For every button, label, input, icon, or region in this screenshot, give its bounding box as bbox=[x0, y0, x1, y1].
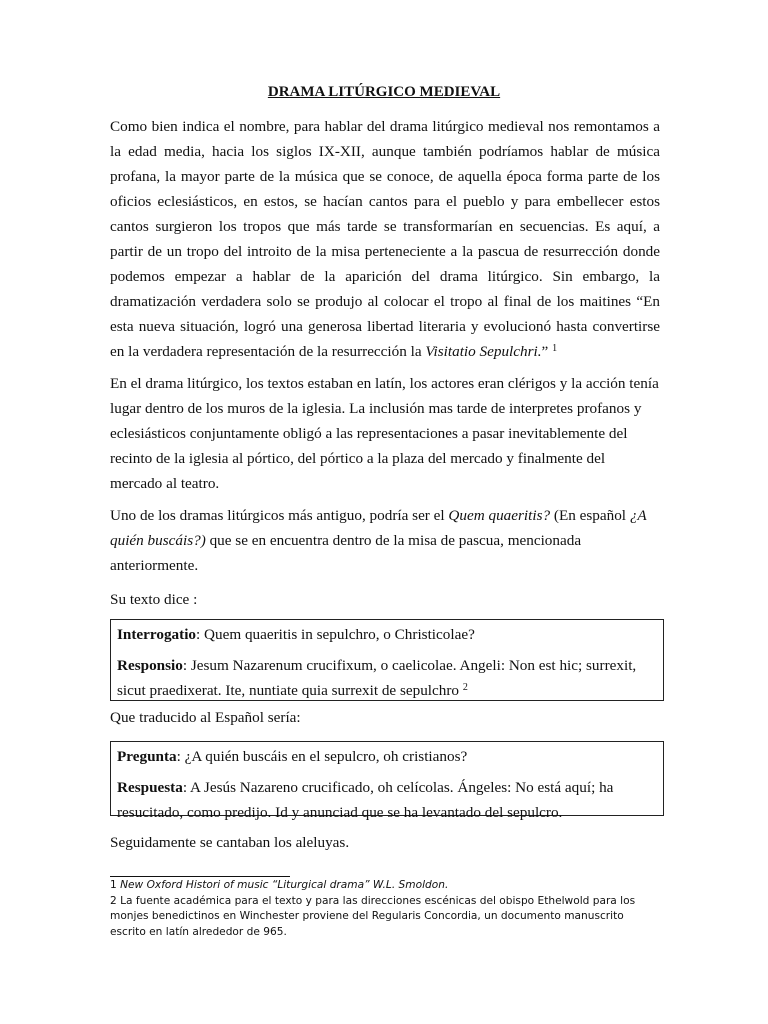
respuesta-line bbox=[117, 775, 663, 825]
responsio-label: Responsio bbox=[117, 657, 183, 674]
paragraph-quem-quaeritis bbox=[110, 503, 660, 578]
paragraph-su-texto: Su texto dice : bbox=[110, 591, 198, 608]
quote-close: ” bbox=[541, 343, 549, 360]
interrogatio-text: : Quem quaeritis in sepulchro, o Christicolae? bbox=[196, 626, 475, 643]
paragraph-intro bbox=[110, 114, 660, 364]
a-quien-buscais-italic: ¿A quién buscáis?) bbox=[110, 507, 647, 549]
paragraph-quem-before: Uno de los dramas litúrgicos más antiguo, podría ser el bbox=[110, 507, 449, 524]
interrogatio-label: Interrogatio bbox=[117, 626, 197, 643]
paragraph-latin-drama: En el drama litúrgico, los textos estaban en latín, los actores eran clérigos y la acción tenía lugar dentro de los muros de la iglesia. La inclusión mas tarde de interpretes profanos y eclesiásticos conjuntamente obligó a las representaciones a pasar inevitablemente del recinto de la iglesia al pórtico, del pórtico a la plaza del mercado y finalmente del mercado al teatro. bbox=[110, 375, 659, 492]
document-title: DRAMA LITÚRGICO MEDIEVAL bbox=[267, 84, 501, 100]
footnote-2: 2 La fuente académica para el texto y para las direcciones escénicas del obispo Ethelwold para los monjes benedictinos en Winchester proviene del Regularis Concordia, un documento manuscrito escrito en latín alrededor de 965. bbox=[110, 894, 636, 938]
pregunta-text: : ¿A quién buscáis en el sepulcro, oh cristianos? bbox=[176, 748, 468, 765]
footnote-1 bbox=[110, 878, 658, 894]
footnote-1-text: New Oxford Histori of music “Liturgical drama” W.L. Smoldon. bbox=[120, 879, 449, 891]
pregunta-label: Pregunta bbox=[117, 748, 177, 765]
pregunta-line bbox=[117, 744, 663, 769]
visitatio-sepulchri-italic: Visitatio Sepulchri. bbox=[425, 343, 542, 360]
respuesta-label: Respuesta bbox=[117, 779, 183, 796]
responsio-line bbox=[117, 653, 663, 703]
paragraph-quem-middle: (En español bbox=[550, 507, 630, 524]
interrogatio-line bbox=[117, 622, 663, 647]
footnote-ref-1: 1 bbox=[552, 343, 558, 354]
responsio-text: : Jesum Nazarenum crucifixum, o caelicolae. Angeli: Non est hic; surrexit, sicut praedixerat. Ite, nuntiate quia surrexit de sepulchro bbox=[117, 657, 637, 699]
paragraph-aleluyas: Seguidamente se cantaban los aleluyas. bbox=[110, 834, 350, 851]
quem-quaeritis-italic: Quem quaeritis? bbox=[448, 507, 551, 524]
footnote-ref-2: 2 bbox=[462, 682, 468, 693]
footnote-1-number: 1 bbox=[110, 879, 121, 891]
paragraph-translation-intro: Que traducido al Español sería: bbox=[110, 709, 301, 726]
paragraph-intro-text: Como bien indica el nombre, para hablar del drama litúrgico medieval nos remontamos a la edad media, hacia los siglos IX-XII, aunque también podríamos hablar de música profana, la mayor parte de la música que se conoce, de aquella época forma parte de los oficios eclesiásticos, en estos, se hacían cantos para el pueblo y para embellecer estos cantos surgieron los tropos que más tarde se transformarían en secuencias. Es aquí, a partir de un tropo del introito de la misa perteneciente a la pascua de resurrección donde podemos empezar a hablar de la aparición del drama litúrgico. Sin embargo, la dramatización verdadera solo se produjo al colocar el tropo al final de los maitines “En esta nueva situación, logró una generosa libertad literaria y evolucionó hasta convertirse en la verdadera representación de la resurrección la bbox=[110, 118, 660, 360]
spanish-dialogue-box bbox=[110, 741, 664, 821]
footnote-separator bbox=[110, 876, 290, 877]
paragraph-quem-after: que se en encuentra dentro de la misa de pascua, mencionada anteriormente. bbox=[110, 532, 582, 574]
latin-dialogue-box bbox=[110, 619, 664, 701]
footnotes bbox=[110, 878, 658, 940]
respuesta-text: : A Jesús Nazareno crucificado, oh celícolas. Ángeles: No está aquí; ha resucitado, como predijo. Id y anunciad que se ha levantado del sepulcro. bbox=[117, 779, 614, 821]
